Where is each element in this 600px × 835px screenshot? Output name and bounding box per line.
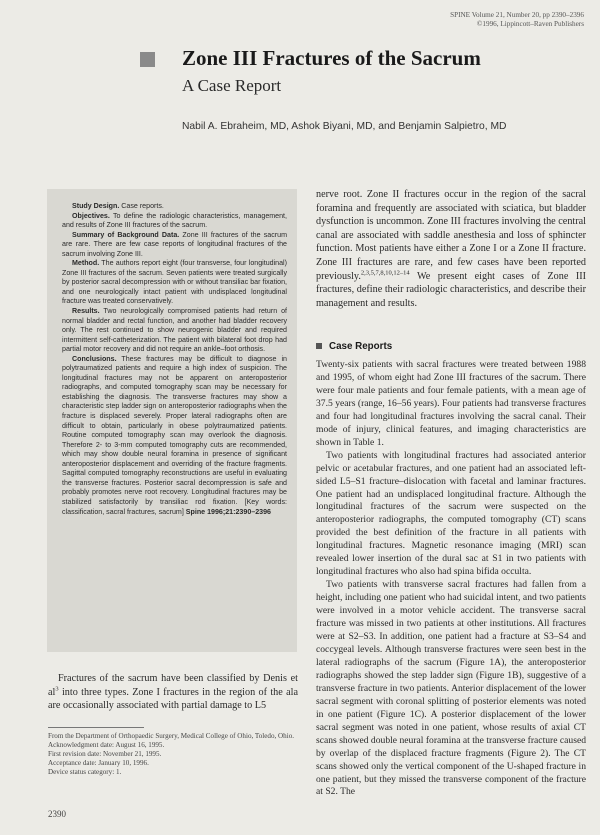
- footnote-device-status: Device status category: 1.: [48, 768, 122, 777]
- article-subtitle: A Case Report: [182, 76, 282, 95]
- abstract-objectives: [62, 212, 287, 231]
- abstract-text: These fractures may be difficult to diagnose in polytraumatized patients and require a high index of suspicion. The longitudinal fractures may not be apparent on anteroposterior radiographs, and computed tomography scan may be necessary for establishing the diagnosis. The transverse fractures may show a characteristic step ladder sign on anteroposterior radiographs when the fracture is displaced severely. Proper lateral radiographs often are difficult to obtain, particularly in obese polytraumatized patients. Routine computed tomography scan may overlook the diagnosis. Therefore 2- to 3-mm computed tomography cuts are recommended, which may show double neural foramina in presence of significant anteroposterior displacement and overriding of the fracture fragments. Sagittal computed tomography reconstructions are useful in evaluating the transverse fractures. Posterior sacral decompression is safe and probably promotes nerve root recovery. Longitudinal fractures may be stabilized satisfactorily by transiliac rod fixation. [Key words: classification, sacral fractures, sacrum]: [62, 354, 287, 516]
- case-reports-body: [316, 359, 586, 799]
- reference-superscript: 3: [55, 685, 59, 693]
- footnote-divider: [48, 727, 144, 728]
- title-square-marker: [140, 52, 155, 67]
- abstract-label: Conclusions.: [72, 354, 117, 363]
- intro-right-text-a: nerve root. Zone II fractures occur in the region of the sacral foramina and frequently are associated with sciatica, but bladder dysfunction is uncommon. Zone III fractures involving the central canal are associated with saddle anesthesia and loss of sphincter function. Most patients have either a Zone I or a Zone II fracture. Zone III fractures are rare, and few cases have been reported previously.: [316, 189, 586, 282]
- abstract-citation: Spine 1996;21:2390–2396: [185, 507, 271, 516]
- page-number: 2390: [48, 809, 66, 819]
- intro-text: [48, 672, 298, 713]
- abstract-study-design: [62, 202, 287, 212]
- footnote-revision-date: First revision date: November 21, 1995.: [48, 750, 162, 759]
- footnote-acceptance-date: Acceptance date: January 10, 1996.: [48, 759, 149, 768]
- journal-header: [450, 11, 584, 29]
- case-paragraph: Two patients with longitudinal fractures had associated anterior pelvic or acetabular fractures, and one patient had an associated left-sided L5–S1 fracture–dislocation with facetal and laminar fractures. One patient had an undisplaced longitudinal fracture. Although the longitudinal fractures of the sacrum were suspected on the anteroposterior radiographs, the computed tomography (CT) scans provided the best definition of the fracture in all patients with longitudinal fractures. Magnetic resonance imaging (MRI) scan revealed lower insertion of the dural sac at S1 in two patients with longitudinal fractures who also had spina bifida occulta.: [316, 449, 586, 578]
- journal-copyright: ©1996, Lippincott–Raven Publishers: [476, 20, 584, 28]
- journal-citation: SPINE Volume 21, Number 20, pp 2390–2396: [450, 11, 584, 19]
- abstract-background: [62, 231, 287, 260]
- abstract-method: [62, 259, 287, 307]
- section-heading-text: Case Reports: [329, 341, 393, 352]
- article-title: Zone III Fractures of the Sacrum: [182, 46, 481, 70]
- abstract-text: Zone III fractures of the sacrum are rare. There are few case reports of longitudinal fractures of the sacrum involving Zone III.: [62, 230, 287, 258]
- abstract-box: [47, 189, 297, 652]
- footnotes: [48, 732, 298, 777]
- abstract-label: Summary of Background Data.: [72, 230, 180, 239]
- abstract-conclusions: [62, 355, 287, 517]
- section-square-marker: [316, 343, 322, 349]
- abstract-text: The authors report eight (four transverse, four longitudinal) Zone III fractures of the sacrum. Seven patients were treated surgically by posterior sacral decompression with or without transiliac bar fixation, and one neurologically intact patient with undisplaced longitudinal fracture was treated conservatively.: [62, 259, 287, 306]
- intro-continued-text: [316, 188, 586, 310]
- intro-right-text-b: We present eight cases of Zone III fractures, define their radiologic characteristics, and describe their management and results.: [316, 270, 586, 309]
- abstract-label: Results.: [72, 307, 100, 316]
- intro-paragraph-right: [316, 188, 586, 310]
- intro-text-a: Fractures of the sacrum have been classified by Denis et al: [48, 673, 298, 698]
- abstract-label: Method.: [72, 259, 100, 268]
- author-list: Nabil A. Ebraheim, MD, Ashok Biyani, MD, and Benjamin Salpietro, MD: [182, 121, 507, 132]
- case-paragraph: Two patients with transverse sacral fractures had fallen from a height, including one patient who had suicidal intent, and two patients were involved in a motor vehicle accident. The transverse sacral fracture was missed in two patients at other institutions. All fractures were at S2–S3. In addition, one patient had a fracture at S3–S4 and coccygeal levels. Although transverse fractures were seen best in the lateral radiographs of the sacrum (Figure 1A), the anteroposterior radiographs showed the step ladder sign (Figure 1B), suggestive of a transverse fracture in two patients. Anterior displacement of the lower sacral segment with coronal splitting of posterior elements was noted in one patient (Figure 1C). A posterior displacement of the lower sacral segment was noted in one patient, whose results of axial CT scans showed double neural foramina at the transverse fracture caused by overlap of the displaced fracture fragments (Figure 2). The CT scans showed only the vertical component of the U-shaped fracture in one patient, but they missed the transverse component of the fracture at S2. The: [316, 579, 586, 798]
- footnote-affiliation: From the Department of Orthopaedic Surgery, Medical College of Ohio, Toledo, Ohio.: [48, 732, 295, 740]
- abstract-label: Objectives.: [72, 211, 110, 220]
- abstract-text: Two neurologically compromised patients had return of normal bladder and rectal function, and another had bladder recovery only. The rest continued to show neurogenic bladder and required intermittent self-catheterization. The patient with bilateral foot drop had partial motor recovery and did not require an ankle–foot orthosis.: [62, 307, 287, 354]
- abstract-text: Case reports.: [119, 202, 164, 210]
- intro-paragraph-left: [48, 672, 298, 713]
- abstract-results: [62, 307, 287, 355]
- abstract-label: Study Design.: [72, 202, 120, 210]
- intro-text-b: into three types. Zone I fractures in the region of the ala are occasionally associated with partial damage to L5: [48, 686, 298, 711]
- footnote-acknowledgment-date: Acknowledgment date: August 16, 1995.: [48, 741, 165, 750]
- abstract-text: To define the radiologic characteristics, management, and results of Zone III fractures of the sacrum.: [62, 211, 287, 230]
- reference-superscript: 2,3,5,7,8,10,12–14: [360, 269, 410, 277]
- section-heading: [316, 341, 392, 352]
- case-paragraph: Twenty-six patients with sacral fractures were treated between 1988 and 1995, of whom eight had Zone III fractures of the sacrum. There were four male patients and four female patients, with a mean age of 37.5 years (range, 16–56 years). Four patients had transverse fractures and four had longitudinal fractures involving the sacral canal. Their mode of injury, clinical features, and imaging characteristics are shown in Table 1.: [316, 359, 586, 448]
